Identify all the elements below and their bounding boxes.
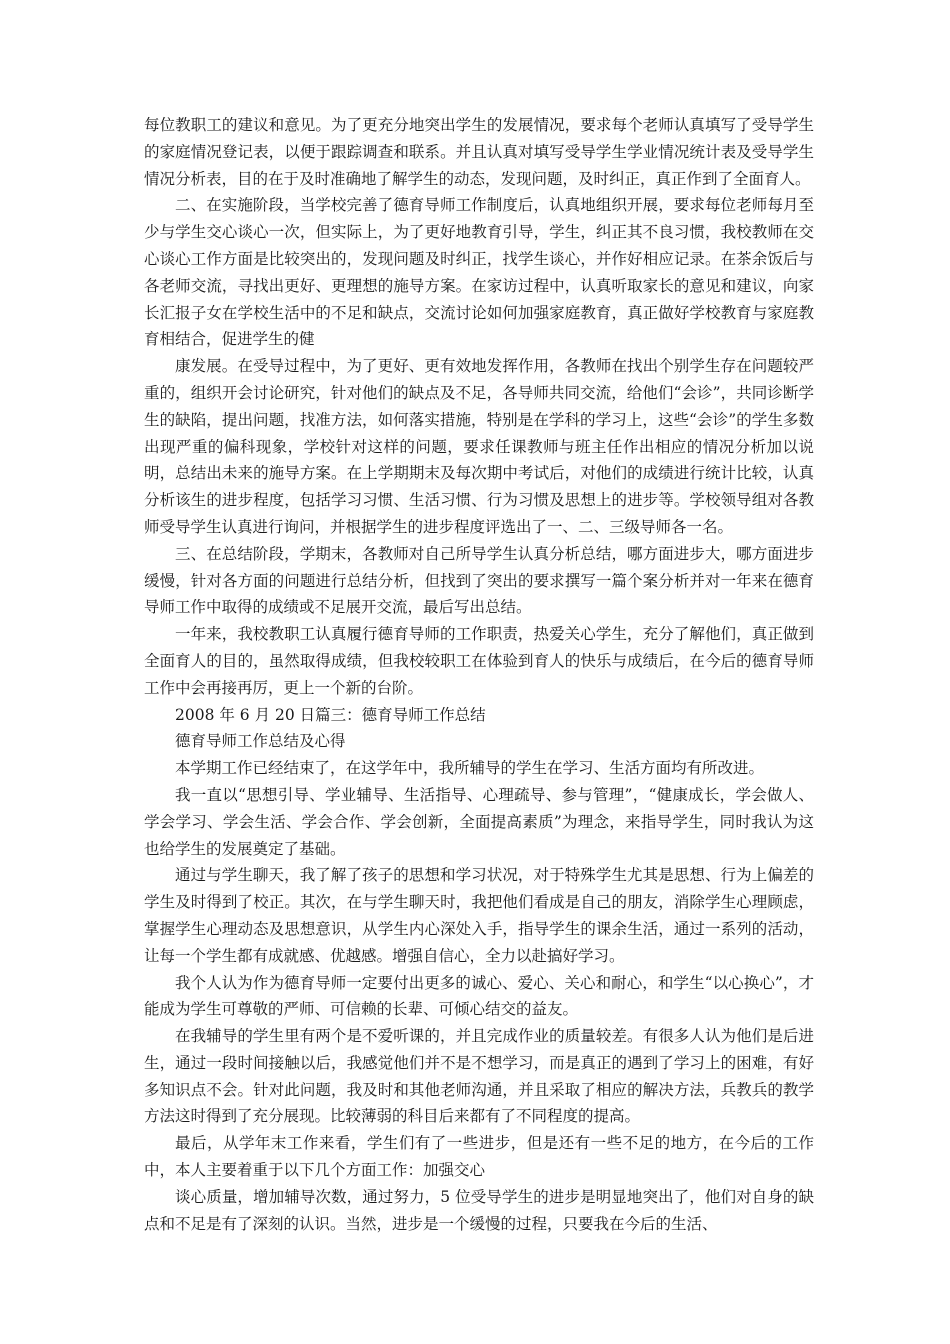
- paragraph-13: 最后，从学年末工作来看，学生们有了一些进步，但是还有一些不足的地方，在今后的工作中，本人主要着重于以下几个方面工作：加强交心: [144, 1134, 814, 1180]
- paragraph-12: 在我辅导的学生里有两个是不爱听课的，并且完成作业的质量较差。有很多人认为他们是后进生，通过一段时间接触以后，我感觉他们并不是不想学习，而是真正的遇到了学习上的困难，有好多知识点不会。针对此问题，我及时和其他老师沟通，并且采取了相应的解决方法，兵教兵的教学方法这时得到了充分展现。比较薄弱的科目后来都有了不同程度的提高。: [144, 1027, 814, 1126]
- paragraph-1: 每位教职工的建议和意见。为了更充分地突出学生的发展情况，要求每个老师认真填写了受导学生的家庭情况登记表，以便于跟踪调查和联系。并且认真对填写受导学生学业情况统计表及受导学生情况分析表，目的在于及时准确地了解学生的动态，发现问题，及时纠正，真正作到了全面育人。: [144, 116, 814, 188]
- paragraph-11: 我个人认为作为德育导师一定要付出更多的诚心、爱心、关心和耐心，和学生“以心换心”，才能成为学生可尊敬的严师、可信赖的长辈、可倾心结交的益友。: [144, 973, 814, 1019]
- paragraph-8: 本学期工作已经结束了，在这学年中，我所辅导的学生在学习、生活方面均有所改进。: [175, 759, 765, 778]
- section-title: 德育导师工作总结及心得: [175, 732, 346, 751]
- date-heading-line: 2008 年 6 月 20 日篇三：德育导师工作总结: [175, 705, 486, 724]
- paragraph-14: 谈心质量，增加辅导次数，通过努力，5 位受导学生的进步是明显地突出了，他们对自身的缺点和不足是有了深刻的认识。当然，进步是一个缓慢的过程，只要我在今后的生活、: [144, 1187, 814, 1233]
- paragraph-4: 三、在总结阶段，学期末，各教师对自己所导学生认真分析总结，哪方面进步大，哪方面进步缓慢，针对各方面的问题进行总结分析，但找到了突出的要求撰写一篇个案分析并对一年来在德育导师工作中取得的成绩或不足展开交流，最后写出总结。: [144, 544, 814, 617]
- paragraph-9: 我一直以“思想引导、学业辅导、生活指导、心理疏导、参与管理”，“健康成长，学会做人、学会学习、学会生活、学会合作、学会创新，全面提高素质”为理念，来指导学生，同时我认为这也给学生的发展奠定了基础。: [144, 785, 814, 858]
- paragraph-5: 一年来，我校教职工认真履行德育导师的工作职责，热爱关心学生，充分了解他们，真正做到全面育人的目的，虽然取得成绩，但我校较职工在体验到育人的快乐与成绩后，在今后的德育导师工作中会再接再厉，更上一个新的台阶。: [144, 625, 814, 697]
- paragraph-3: 康发展。在受导过程中，为了更好、更有效地发挥作用，各教师在找出个别学生存在问题较严重的，组织开会讨论研究，针对他们的缺点及不足，各导师共同交流，给他们“会诊”，共同诊断学生的缺陷，提出问题，找准方法，如何落实措施，特别是在学科的学习上，这些“会诊”的学生多数出现严重的偏科现象，学校针对这样的问题，要求任课教师与班主任作出相应的情况分析加以说明，总结出未来的施导方案。在上学期期末及每次期中考试后，对他们的成绩进行统计比较，认真分析该生的进步程度，包括学习习惯、生活习惯、行为习惯及思想上的进步等。学校领导组对各教师受导学生认真进行询问，并根据学生的进步程度评选出了一、二、三级导师各一名。: [144, 357, 814, 536]
- paragraph-10: 通过与学生聊天，我了解了孩子的思想和学习状况，对于特殊学生尤其是思想、行为上偏差的学生及时得到了校正。其次，在与学生聊天时，我把他们看成是自己的朋友，消除学生心理顾虑，掌握学生心理动态及思想意识，从学生内心深处入手，指导学生的课余生活，通过一系列的活动，让每一个学生都有成就感、优越感。增强自信心，全力以赴搞好学习。: [144, 866, 814, 965]
- paragraph-2: 二、在实施阶段，当学校完善了德育导师工作制度后，认真地组织开展，要求每位老师每月至少与学生交心谈心一次，但实际上，为了更好地教育引导，学生，纠正其不良习惯，我校教师在交心谈心工作方面是比较突出的，发现问题及时纠正，找学生谈心，并作好相应记录。在茶余饭后与各老师交流，寻找出更好、更理想的施导方案。在家访过程中，认真听取家长的意见和建议，向家长汇报子女在学校生活中的不足和缺点，交流讨论如何加强家庭教育，真正做好学校教育与家庭教育相结合，促进学生的健: [144, 196, 814, 349]
- document-body: [144, 112, 814, 1237]
